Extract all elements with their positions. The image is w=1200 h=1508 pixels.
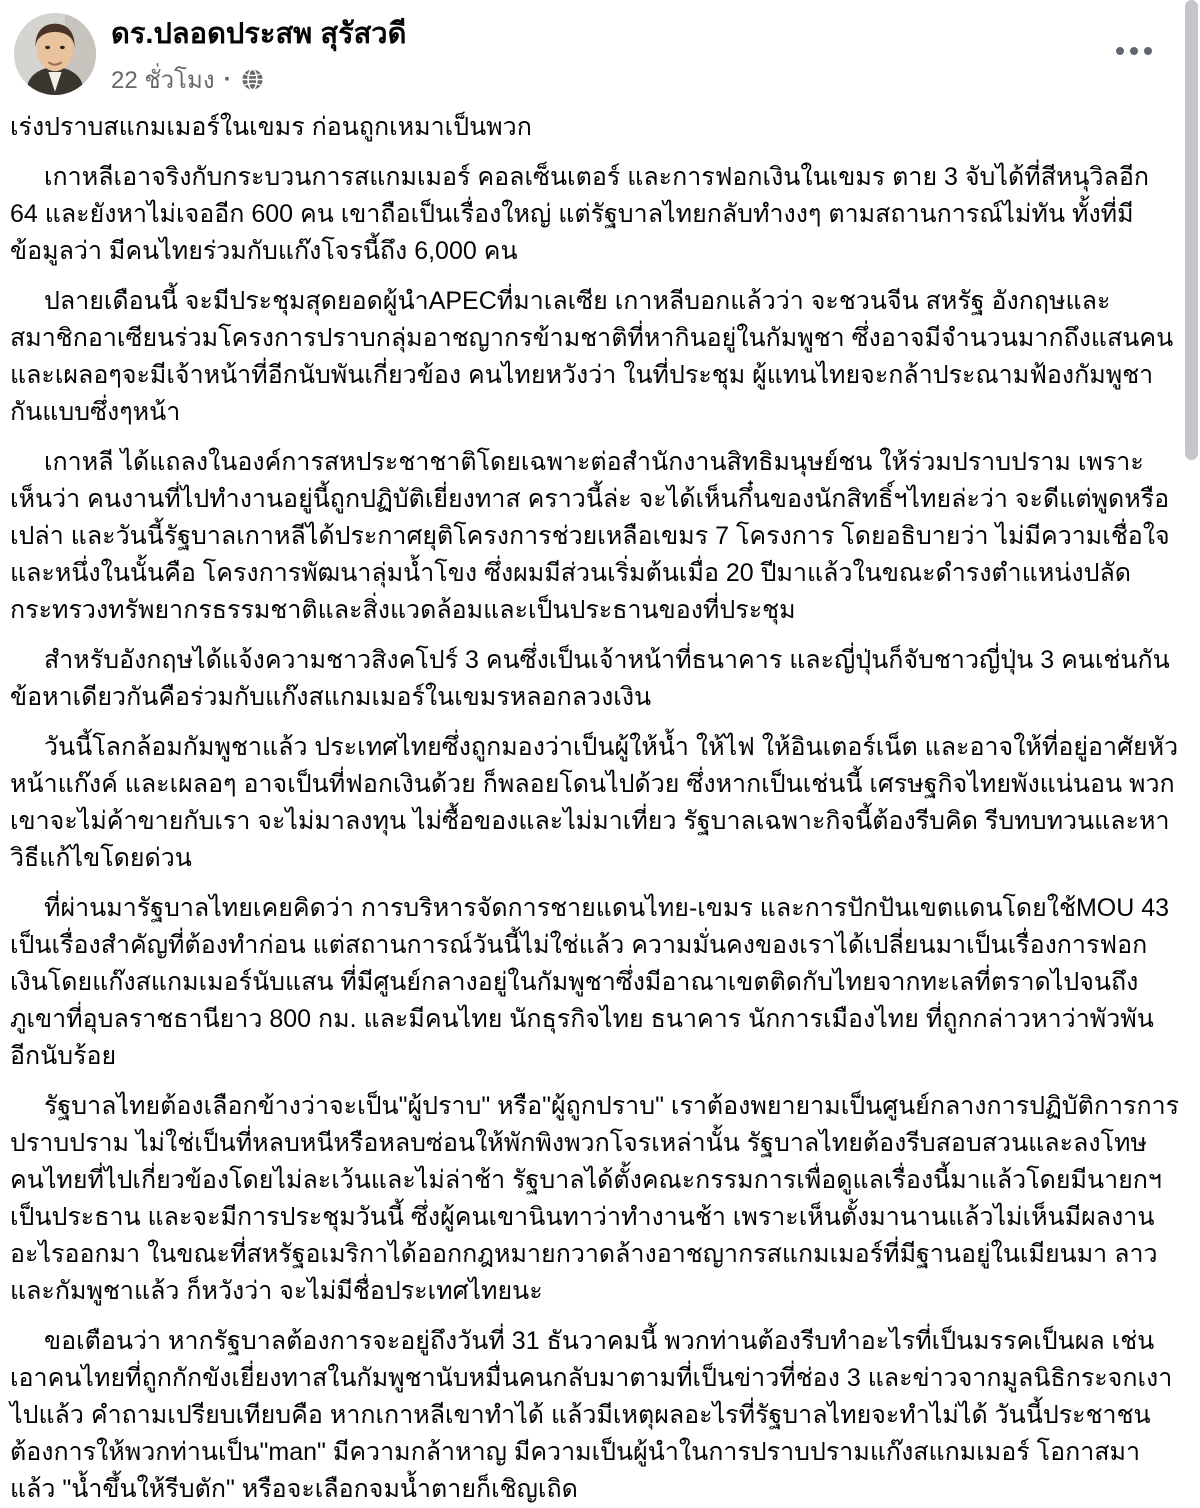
scrollbar-thumb[interactable]: [1185, 0, 1198, 460]
ellipsis-dot: [1130, 47, 1138, 55]
post-title-line: เร่งปราบสแกมเมอร์ในเขมร ก่อนถูกเหมาเป็นพวก: [10, 113, 532, 142]
post-paragraph: สำหรับอังกฤษได้แจ้งความชาวสิงคโปร์ 3 คนซึ่งเป็นเจ้าหน้าที่ธนาคาร และญี่ปุ่นก็จับชาวญี่ปุ่น 3 คนเช่นกัน ข้อหาเดียวกันคือร่วมกับแก๊งสแกมเมอร์ในเขมรหลอกลวงเงิน: [10, 646, 1170, 712]
ellipsis-dot: [1144, 47, 1152, 55]
more-options-button[interactable]: [1110, 37, 1158, 65]
post-paragraph: ขอเตือนว่า หากรัฐบาลต้องการจะอยู่ถึงวันที่ 31 ธันวาคมนี้ พวกท่านต้องรีบทำอะไรที่เป็นมรรคเป็นผล เช่น เอาคนไทยที่ถูกกักขังเยี่ยงทาสในกัมพูชานับหมื่นคนกลับมาตามที่เป็นข่าวที่ช่อง 3 และข่าวจากมูลนิธิกระจกเงาไปแล้ว คำถามเปรียบเทียบคือ หากเกาหลีเขาทำได้ แล้วมีเหตุผลอะไรที่รัฐบาลไทยจะทำไม่ได้ วันนี้ประชาชนต้องการให้พวกท่านเป็น"man" มีความกล้าหาญ มีความเป็นผู้นำในการปราบปรามแก๊งสแกมเมอร์ โอกาสมาแล้ว "น้ำขึ้นให้รีบตัก" หรือจะเลือกจมน้ำตายก็เชิญเถิด: [10, 1327, 1173, 1504]
scrollbar[interactable]: [1183, 0, 1200, 1401]
post-meta: [111, 60, 406, 99]
post-paragraph: ปลายเดือนนี้ จะมีประชุมสุดยอดผู้นำAPECที่มาเลเซีย เกาหลีบอกแล้วว่า จะชวนจีน สหรัฐ อังกฤษและสมาชิกอาเซียนร่วมโครงการปราบกลุ่มอาชญากรข้ามชาติที่หากินอยู่ในกัมพูชา ซึ่งอาจมีจำนวนมากถึงแสนคน และเผลอๆจะมีเจ้าหน้าที่อีกนับพันเกี่ยวข้อง คนไทยหวังว่า ในที่ประชุม ผู้แทนไทยจะกล้าประณามฟ้องกัมพูชากันแบบซึ่งๆหน้า: [10, 287, 1174, 427]
globe-icon: [241, 68, 264, 91]
post-paragraph: ที่ผ่านมารัฐบาลไทยเคยคิดว่า การบริหารจัดการชายแดนไทย-เขมร และการปักปันเขตแดนโดยใช้MOU 43 เป็นเรื่องสำคัญที่ต้องทำก่อน แต่สถานการณ์วันนี้ไม่ใช่แล้ว ความมั่นคงของเราได้เปลี่ยนมาเป็นเรื่องการฟอกเงินโดยแก๊งสแกมเมอร์นับแสน ที่มีศูนย์กลางอยู่ในกัมพูชาซึ่งมีอาณาเขตติดกับไทยจากทะเลที่ตราดไปจนถึงภูเขาที่อุบลราชธานียาว 800 กม. และมีคนไทย นักธุรกิจไทย ธนาคาร นักการเมืองไทย ที่ถูกกล่าวหาว่าพัวพันอีกนับร้อย: [10, 894, 1170, 1071]
header-text: [111, 13, 406, 99]
post-header: [0, 0, 1200, 103]
post-paragraph: เกาหลีเอาจริงกับกระบวนการสแกมเมอร์ คอลเซ็นเตอร์ และการฟอกเงินในเขมร ตาย 3 จับได้ที่สีหนุวิลอีก 64 และยังหาไม่เจออีก 600 คน เขาถือเป็นเรื่องใหญ่ แต่รัฐบาลไทยกลับทำงงๆ ตามสถานการณ์ไม่ทัน ทั้งที่มีข้อมูลว่า มีคนไทยร่วมกับแก๊งโจรนี้ถึง 6,000 คน: [10, 163, 1150, 266]
post-text: [0, 103, 1200, 1508]
avatar[interactable]: [14, 13, 96, 95]
author-name[interactable]: ดร.ปลอดประสพ สุรัสวดี: [111, 18, 407, 50]
meta-separator: ·: [223, 65, 232, 93]
avatar-portrait-image: [14, 13, 96, 95]
ellipsis-dot: [1116, 47, 1124, 55]
post-paragraph: วันนี้โลกล้อมกัมพูชาแล้ว ประเทศไทยซึ่งถูกมองว่าเป็นผู้ให้น้ำ ให้ไฟ ให้อินเตอร์เน็ต และอาจให้ที่อยู่อาศัยหัวหน้าแก๊งค์ และเผลอๆ อาจเป็นที่ฟอกเงินด้วย ก็พลอยโดนไปด้วย ซึ่งหากเป็นเช่นนี้ เศรษฐกิจไทยพังแน่นอน พวกเขาจะไม่ค้าขายกับเรา จะไม่มาลงทุน ไม่ซื้อของและไม่มาเที่ยว รัฐบาลเฉพาะกิจนี้ต้องรีบคิด รีบทบทวนและหาวิธีแก้ไขโดยด่วน: [10, 733, 1179, 873]
post-paragraph: เกาหลี ได้แถลงในองค์การสหประชาชาติโดยเฉพาะต่อสำนักงานสิทธิมนุษย์ชน ให้ร่วมปราบปราม เพราะเห็นว่า คนงานที่ไปทำงานอยู่นี้ถูกปฏิบัติเยี่ยงทาส คราวนี้ล่ะ จะได้เห็นกึ๋นของนักสิทธิ์ฯไทยล่ะว่า จะดีแต่พูดหรือเปล่า และวันนี้รัฐบาลเกาหลีได้ประกาศยุติโครงการช่วยเหลือเขมร 7 โครงการ โดยอธิบายว่า ไม่มีความเชื่อใจ และหนึ่งในนั้นคือ โครงการพัฒนาลุ่มน้ำโขง ซึ่งผมมีส่วนเริ่มต้นเมื่อ 20 ปีมาแล้วในขณะดำรงตำแหน่งปลัดกระทรวงทรัพยากรธรรมชาติและสิ่งแวดล้อมและเป็นประธานของที่ประชุม: [10, 448, 1170, 625]
post-paragraph: รัฐบาลไทยต้องเลือกข้างว่าจะเป็น"ผู้ปราบ" หรือ"ผู้ถูกปราบ" เราต้องพยายามเป็นศูนย์กลางการปฏิบัติการการปราบปราม ไม่ใช่เป็นที่หลบหนีหรือหลบซ่อนให้พักพิงพวกโจรเหล่านั้น รัฐบาลไทยต้องรีบสอบสวนและลงโทษคนไทยที่ไปเกี่ยวข้องโดยไม่ละเว้นและไม่ล่าช้า รัฐบาลได้ตั้งคณะกรรมการเพื่อดูแลเรื่องนี้มาแล้วโดยมีนายกฯ เป็นประธาน และจะมีการประชุมวันนี้ ซึ่งผู้คนเขานินทาว่าทำงานช้า เพราะเห็นตั้งมานานแล้วไม่เห็นมีผลงานอะไรออกมา ในขณะที่สหรัฐอเมริกาได้ออกกฎหมายกวาดล้างอาชญากรสแกมเมอร์ที่มีฐานอยู่ในเมียนมา ลาว และกัมพูชาแล้ว ก็หวังว่า จะไม่มีชื่อประเทศไทยนะ: [10, 1092, 1180, 1306]
timestamp[interactable]: 22 ชั่วโมง: [111, 67, 215, 95]
